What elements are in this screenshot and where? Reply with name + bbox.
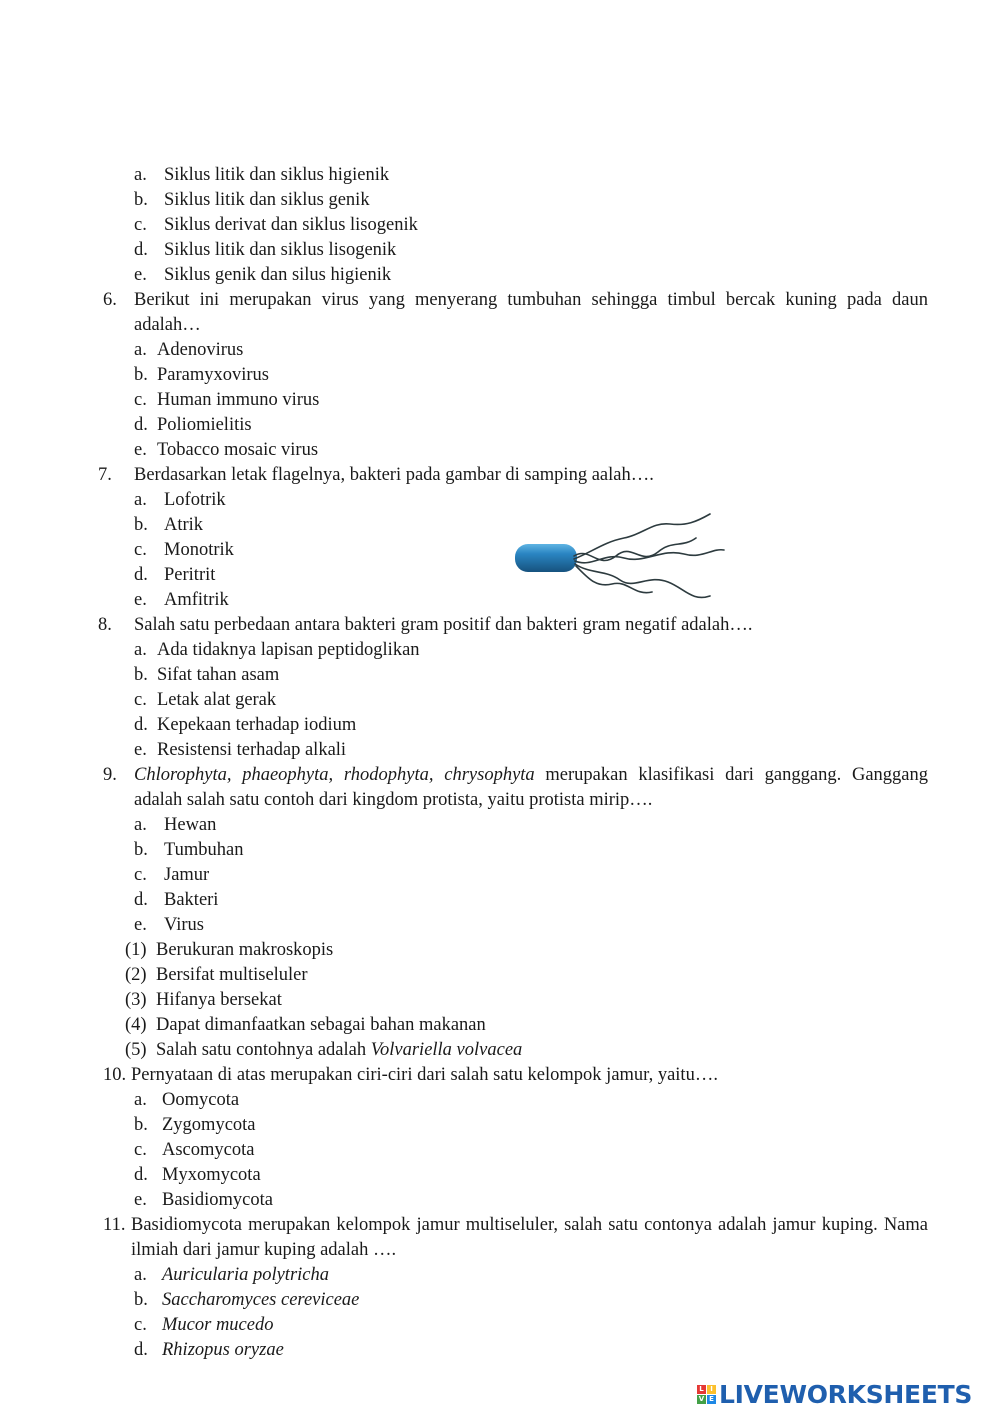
q6-option-d[interactable]: d. Poliomielitis	[134, 415, 252, 435]
q7-option-c[interactable]: c. Monotrik	[134, 540, 234, 560]
question-text: Berikut ini merupakan virus yang menyerang tumbuhan sehingga timbul bercak kuning pada daun adalah…	[134, 290, 928, 335]
q10-option-d[interactable]: d. Myxomycota	[134, 1165, 261, 1185]
q5-option-b[interactable]: b. Siklus litik dan siklus genik	[134, 190, 370, 210]
q11-option-d[interactable]: d. Rhizopus oryzae	[134, 1340, 284, 1360]
flagella-tuft	[574, 514, 724, 597]
statement-item: (4) Dapat dimanfaatkan sebagai bahan makanan	[125, 1015, 486, 1035]
statement-item: (5) Salah satu contohnya adalah Volvariella volvacea	[125, 1040, 523, 1060]
q6-option-e[interactable]: e. Tobacco mosaic virus	[134, 440, 319, 460]
statement-item: (3) Hifanya bersekat	[125, 990, 282, 1010]
q8-option-a[interactable]: a. Ada tidaknya lapisan peptidoglikan	[134, 640, 420, 660]
logo-tile: V	[698, 1394, 705, 1403]
q5-option-a[interactable]: a. Siklus litik dan siklus higienik	[134, 165, 390, 185]
q9-option-e[interactable]: e. Virus	[134, 915, 204, 935]
question-number: 7.	[98, 465, 112, 485]
question-text: Basidiomycota merupakan kelompok jamur multiseluler, salah satu contonya adalah jamur kuping. Nama ilmiah dari jamur kuping adalah ….	[131, 1215, 928, 1260]
liveworksheets-logo[interactable]	[697, 1378, 972, 1410]
logo-tile: E	[707, 1395, 716, 1404]
q6-option-c[interactable]: c. Human immuno virus	[134, 390, 320, 410]
q9-option-d[interactable]: d. Bakteri	[134, 890, 219, 910]
q9-option-c[interactable]: c. Jamur	[134, 865, 210, 885]
logo-tile: L	[697, 1385, 706, 1394]
algae-classes: Chlorophyta, phaeophyta, rhodophyta, chrysophyta	[134, 765, 535, 785]
brand-name: LIVEWORKSHEETS	[719, 1379, 973, 1409]
q10-option-c[interactable]: c. Ascomycota	[134, 1140, 255, 1160]
question-text: Pernyataan di atas merupakan ciri-ciri dari salah satu kelompok jamur, yaitu….	[131, 1065, 718, 1085]
statement-item: (1) Berukuran makroskopis	[125, 940, 334, 960]
q5-option-e[interactable]: e. Siklus genik dan silus higienik	[134, 265, 392, 285]
q5-option-c[interactable]: c. Siklus derivat dan siklus lisogenik	[134, 215, 418, 235]
question-number: 8.	[98, 615, 112, 635]
question-number: 6.	[103, 290, 117, 310]
q10-option-b[interactable]: b. Zygomycota	[134, 1115, 256, 1135]
q8-option-e[interactable]: e. Resistensi terhadap alkali	[134, 740, 347, 760]
q8-option-d[interactable]: d. Kepekaan terhadap iodium	[134, 715, 357, 735]
question-number: 10.	[103, 1065, 127, 1085]
question-text: Chlorophyta, phaeophyta, rhodophyta, chrysophyta merupakan klasifikasi dari ganggang. Ganggang adalah salah satu contoh dari kingdom protista, yaitu protista mirip….	[134, 765, 928, 810]
question-text: Salah satu perbedaan antara bakteri gram positif dan bakteri gram negatif adalah….	[134, 615, 753, 635]
q9-option-b[interactable]: b. Tumbuhan	[134, 840, 244, 860]
q7-option-d[interactable]: d. Peritrit	[134, 565, 216, 585]
q7-option-b[interactable]: b. Atrik	[134, 515, 204, 535]
logo-grid-icon	[697, 1385, 716, 1404]
q11-option-a[interactable]: a. Auricularia polytricha	[134, 1265, 329, 1285]
q5-option-d[interactable]: d. Siklus litik dan siklus lisogenik	[134, 240, 397, 260]
flagellum	[574, 538, 696, 561]
question-number: 11.	[103, 1215, 126, 1235]
q11-option-b[interactable]: b. Saccharomyces cereviceae	[134, 1290, 360, 1310]
species-name: Volvariella volvacea	[370, 1040, 523, 1060]
q6-option-a[interactable]: a. Adenovirus	[134, 340, 244, 360]
q10-option-e[interactable]: e. Basidiomycota	[134, 1190, 273, 1210]
flagellum	[575, 550, 724, 563]
q8-option-b[interactable]: b. Sifat tahan asam	[134, 665, 280, 685]
bacteria-cell-body	[515, 544, 577, 572]
statement-item: (2) Bersifat multiseluler	[125, 965, 308, 985]
q8-option-c[interactable]: c. Letak alat gerak	[134, 690, 277, 710]
q7-option-e[interactable]: e. Amfitrik	[134, 590, 229, 610]
logo-tile: I	[707, 1385, 716, 1394]
q9-option-a[interactable]: a. Hewan	[134, 815, 217, 835]
question-number: 9.	[103, 765, 117, 785]
q6-option-b[interactable]: b. Paramyxovirus	[134, 365, 270, 385]
q11-option-c[interactable]: c. Mucor mucedo	[134, 1315, 274, 1335]
q10-option-a[interactable]: a. Oomycota	[134, 1090, 240, 1110]
bacteria-figure	[512, 512, 732, 604]
question-text: Berdasarkan letak flagelnya, bakteri pada gambar di samping aalah….	[134, 465, 654, 485]
q7-option-a[interactable]: a. Lofotrik	[134, 490, 226, 510]
flagellum	[574, 514, 710, 559]
